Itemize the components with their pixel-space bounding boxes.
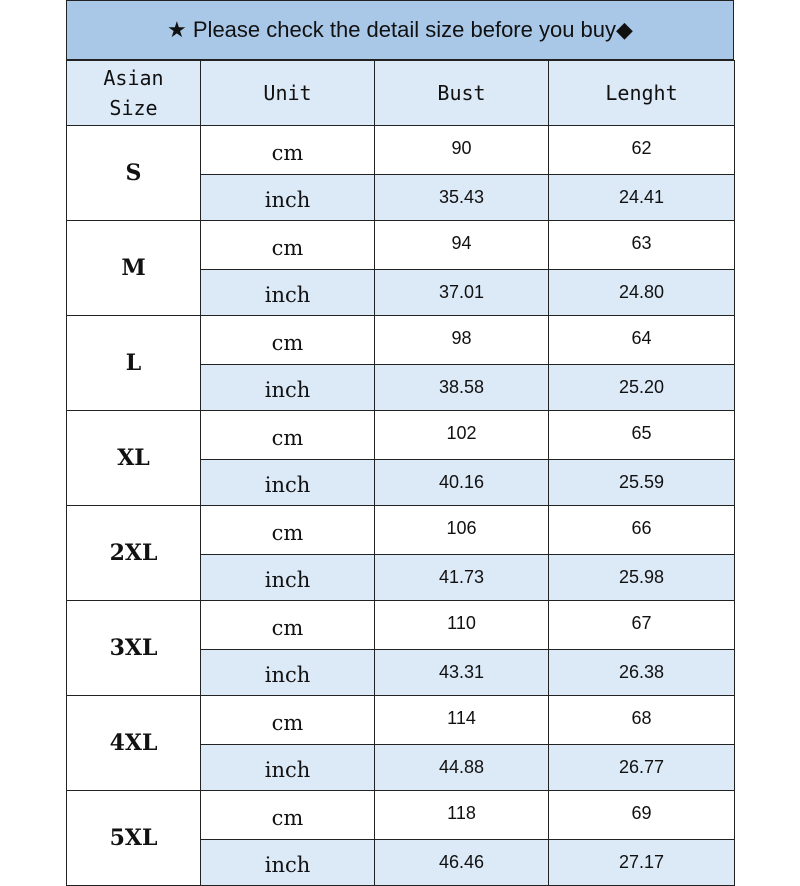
bust-value: 94 [375,221,549,270]
length-value: 26.77 [549,745,735,791]
unit-cell: inch [201,365,375,411]
length-value: 27.17 [549,840,735,886]
bust-value: 35.43 [375,175,549,221]
table-row [67,221,735,270]
table-row [67,506,735,555]
size-label: XL [67,411,201,506]
table-row [67,696,735,745]
bust-value: 106 [375,506,549,555]
unit-cell: inch [201,460,375,506]
size-label: 2XL [67,506,201,601]
length-value: 63 [549,221,735,270]
size-label: S [67,126,201,221]
table-row [67,316,735,365]
length-value: 64 [549,316,735,365]
bust-value: 114 [375,696,549,745]
unit-cell: inch [201,650,375,696]
bust-value: 90 [375,126,549,175]
bust-value: 41.73 [375,555,549,601]
size-label: L [67,316,201,411]
bust-value: 98 [375,316,549,365]
length-value: 67 [549,601,735,650]
table-row [67,126,735,175]
length-value: 24.41 [549,175,735,221]
bust-value: 118 [375,791,549,840]
unit-cell: inch [201,270,375,316]
length-value: 68 [549,696,735,745]
bust-value: 44.88 [375,745,549,791]
bust-value: 37.01 [375,270,549,316]
length-value: 25.59 [549,460,735,506]
length-value: 25.98 [549,555,735,601]
unit-cell: cm [201,791,375,840]
length-value: 62 [549,126,735,175]
header-asian-size: Asian Size [67,61,201,126]
unit-cell: cm [201,221,375,270]
header-length: Lenght [549,61,735,126]
unit-cell: cm [201,316,375,365]
table-row [67,791,735,840]
bust-value: 46.46 [375,840,549,886]
size-label: 4XL [67,696,201,791]
unit-cell: cm [201,601,375,650]
unit-cell: cm [201,506,375,555]
table-row [67,601,735,650]
unit-cell: cm [201,411,375,460]
unit-cell: inch [201,555,375,601]
unit-cell: cm [201,696,375,745]
bust-value: 38.58 [375,365,549,411]
length-value: 25.20 [549,365,735,411]
length-value: 69 [549,791,735,840]
size-label: 3XL [67,601,201,696]
unit-cell: inch [201,745,375,791]
unit-cell: cm [201,126,375,175]
table-header [67,61,735,126]
bust-value: 43.31 [375,650,549,696]
size-table [66,60,735,886]
size-label: M [67,221,201,316]
header-bust: Bust [375,61,549,126]
size-chart [66,0,734,877]
bust-value: 110 [375,601,549,650]
length-value: 26.38 [549,650,735,696]
length-value: 66 [549,506,735,555]
size-label: 5XL [67,791,201,886]
unit-cell: inch [201,175,375,221]
bust-value: 40.16 [375,460,549,506]
length-value: 65 [549,411,735,460]
table-body [67,126,735,886]
bust-value: 102 [375,411,549,460]
header-unit: Unit [201,61,375,126]
length-value: 24.80 [549,270,735,316]
unit-cell: inch [201,840,375,886]
table-row [67,411,735,460]
size-check-banner: ★ Please check the detail size before you buy◆ [66,0,734,61]
